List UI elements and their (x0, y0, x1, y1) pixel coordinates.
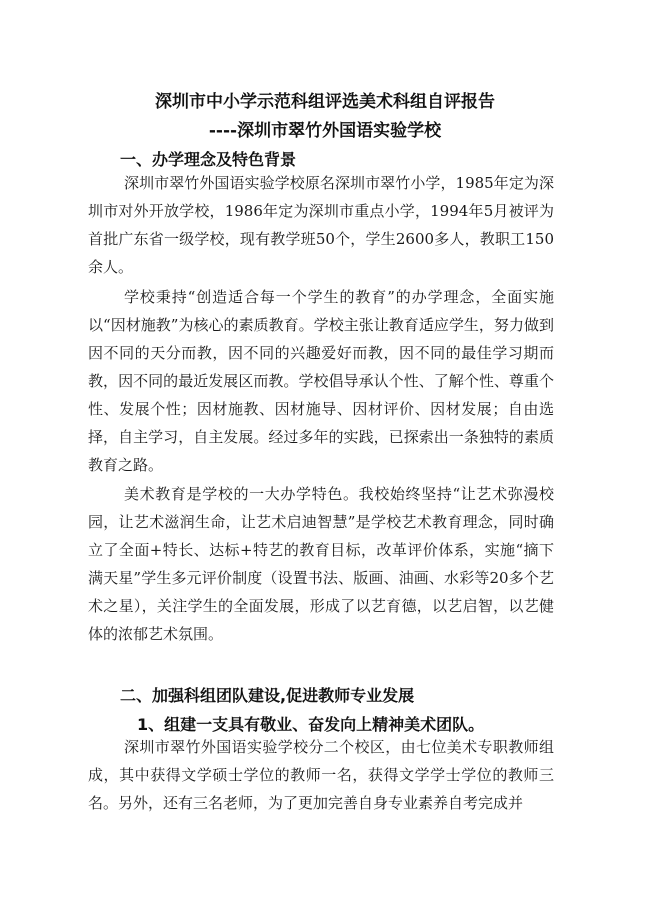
paragraph-school-philosophy: 学校秉持“创造适合每一个学生的教育”的办学理念，全面实施以“因材施教”为核心的素质教育。学校主张让教育适应学生，努力做到因不同的天分而教，因不同的兴趣爱好而教，因不同的最佳学习期而教，因不同的最近发展区而教。学校倡导承认个性、了解个性、尊重个性、发展个性；因材施教、因材施导、因材评价、因材发展；自由选择，自主学习，自主发展。经过多年的实践，已探索出一条独特的素质教育之路。 (88, 288, 554, 474)
paragraph-school-history: 深圳市翠竹外国语实验学校原名深圳市翠竹小学，1985年定为深圳市对外开放学校，1986年定为深圳市重点小学，1994年5月被评为首批广东省一级学校，现有教学班50个，学生2600多人，教职工150余人。 (88, 174, 554, 276)
paragraph-teachers: 深圳市翠竹外国语实验学校分二个校区，由七位美术专职教师组成，其中获得文学硕士学位的教师一名，获得文学学士学位的教师三名。另外，还有三名老师，为了更加完善自身专业素养自考完成并 (88, 738, 554, 812)
section-heading-team-building: 二、加强科组团队建设,促进教师专业发展 (120, 686, 415, 705)
paragraph-art-education: 美术教育是学校的一大办学特色。我校始终坚持“让艺术弥漫校园，让艺术滋润生命，让艺术启迪智慧”是学校艺术教育理念，同时确立了全面+特长、达标+特艺的教育目标，改革评价体系，实施“摘下满天星”学生多元评价制度（设置书法、版画、油画、水彩等20多个艺术之星），关注学生的全面发展，形成了以艺育德，以艺启智，以艺健体的浓郁艺术氛围。 (88, 485, 554, 643)
report-subtitle: ----深圳市翠竹外国语实验学校 (208, 121, 442, 141)
report-title: 深圳市中小学示范科组评选美术科组自评报告 (155, 92, 495, 112)
section-heading-philosophy: 一、办学理念及特色背景 (120, 150, 297, 169)
subsection-heading-art-team: 1、组建一支具有敬业、奋发向上精神美术团队。 (137, 715, 485, 734)
